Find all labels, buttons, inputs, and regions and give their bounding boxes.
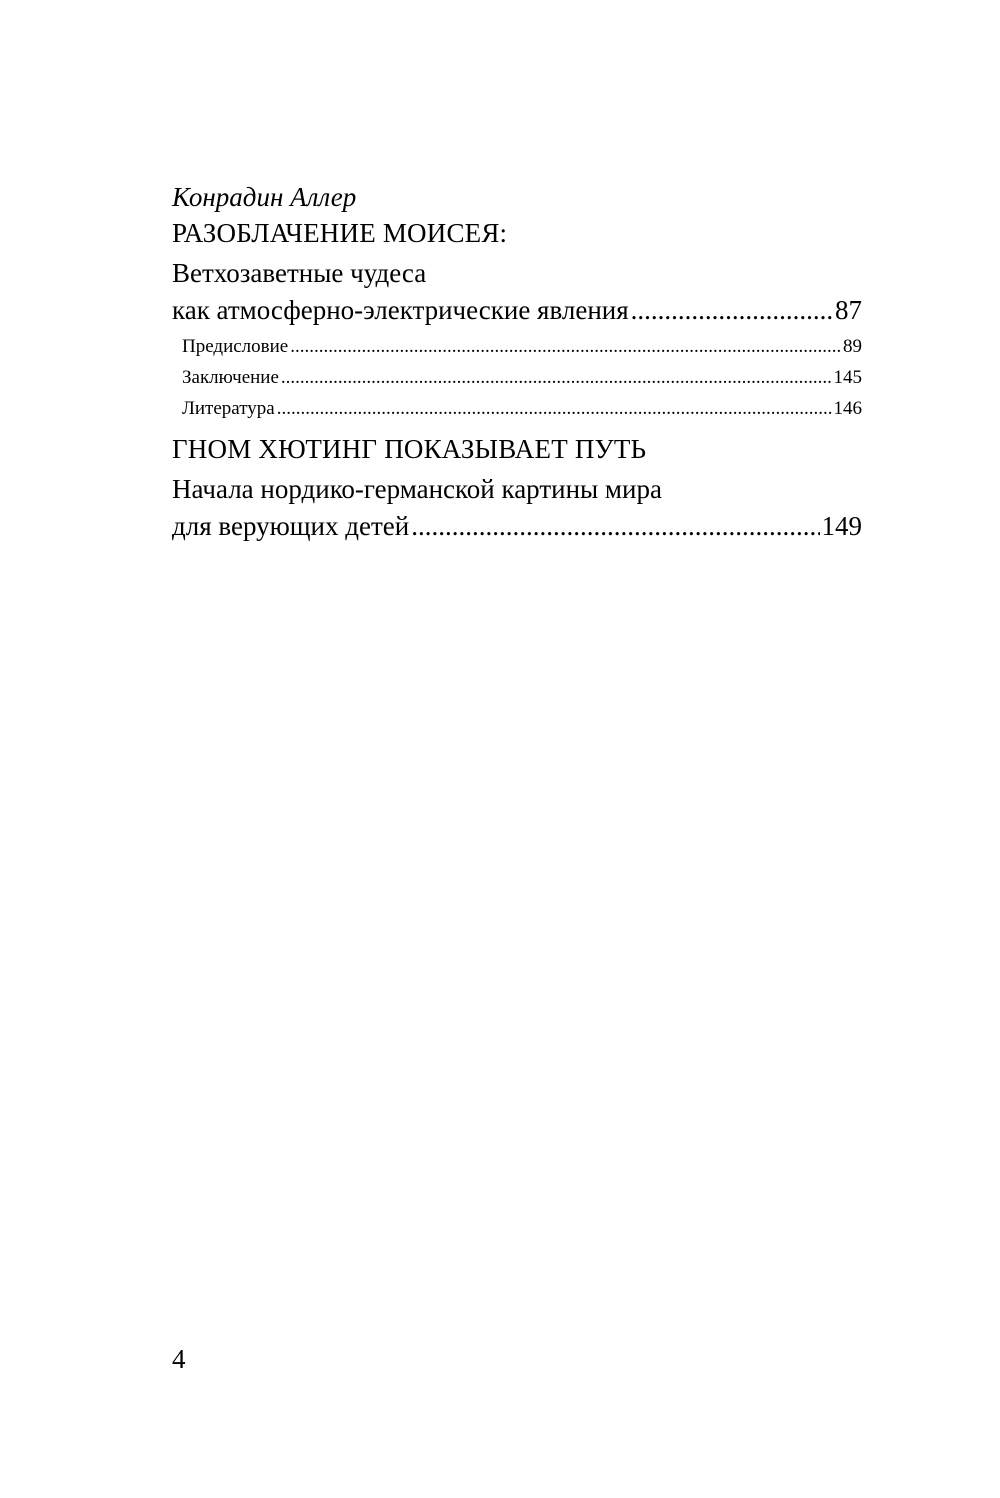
- table-of-contents: [172, 180, 862, 549]
- toc-subentry-conclusion: [172, 364, 862, 395]
- dot-leader: [277, 395, 832, 423]
- page-number: 4: [172, 1344, 186, 1374]
- toc-subentry-page: 145: [833, 367, 862, 388]
- toc-entry-page: 149: [821, 511, 862, 541]
- toc-section-moses: [172, 180, 862, 426]
- toc-subentry-label: Заключение: [182, 367, 279, 388]
- toc-subentry-page: 89: [843, 336, 862, 357]
- toc-subentry-preface: [172, 333, 862, 364]
- toc-subentry-label: Предисловие: [182, 336, 289, 357]
- toc-entry-page: 87: [835, 295, 862, 325]
- toc-entry: [172, 293, 862, 333]
- toc-entry-label: как атмосферно-электрические явления: [172, 295, 629, 325]
- section-title: ГНОМ ХЮТИНГ ПОКАЗЫВАЕТ ПУТЬ: [172, 434, 647, 464]
- toc-entry: [172, 509, 862, 549]
- dot-leader: [411, 509, 819, 543]
- dot-leader: [290, 333, 841, 361]
- section-subtitle: Ветхозаветные чудеса: [172, 258, 427, 288]
- section-author: Конрадин Аллер: [172, 182, 357, 212]
- toc-entry-label: для верующих детей: [172, 511, 410, 541]
- toc-section-gnome: [172, 432, 862, 549]
- dot-leader: [631, 293, 833, 327]
- toc-subentry-literature: [172, 395, 862, 426]
- section-subtitle: Начала нордико-германской картины мира: [172, 474, 662, 504]
- section-title: РАЗОБЛАЧЕНИЕ МОИСЕЯ:: [172, 218, 508, 248]
- toc-subentry-label: Литература: [182, 398, 275, 419]
- dot-leader: [281, 364, 832, 392]
- toc-subentry-page: 146: [833, 398, 862, 419]
